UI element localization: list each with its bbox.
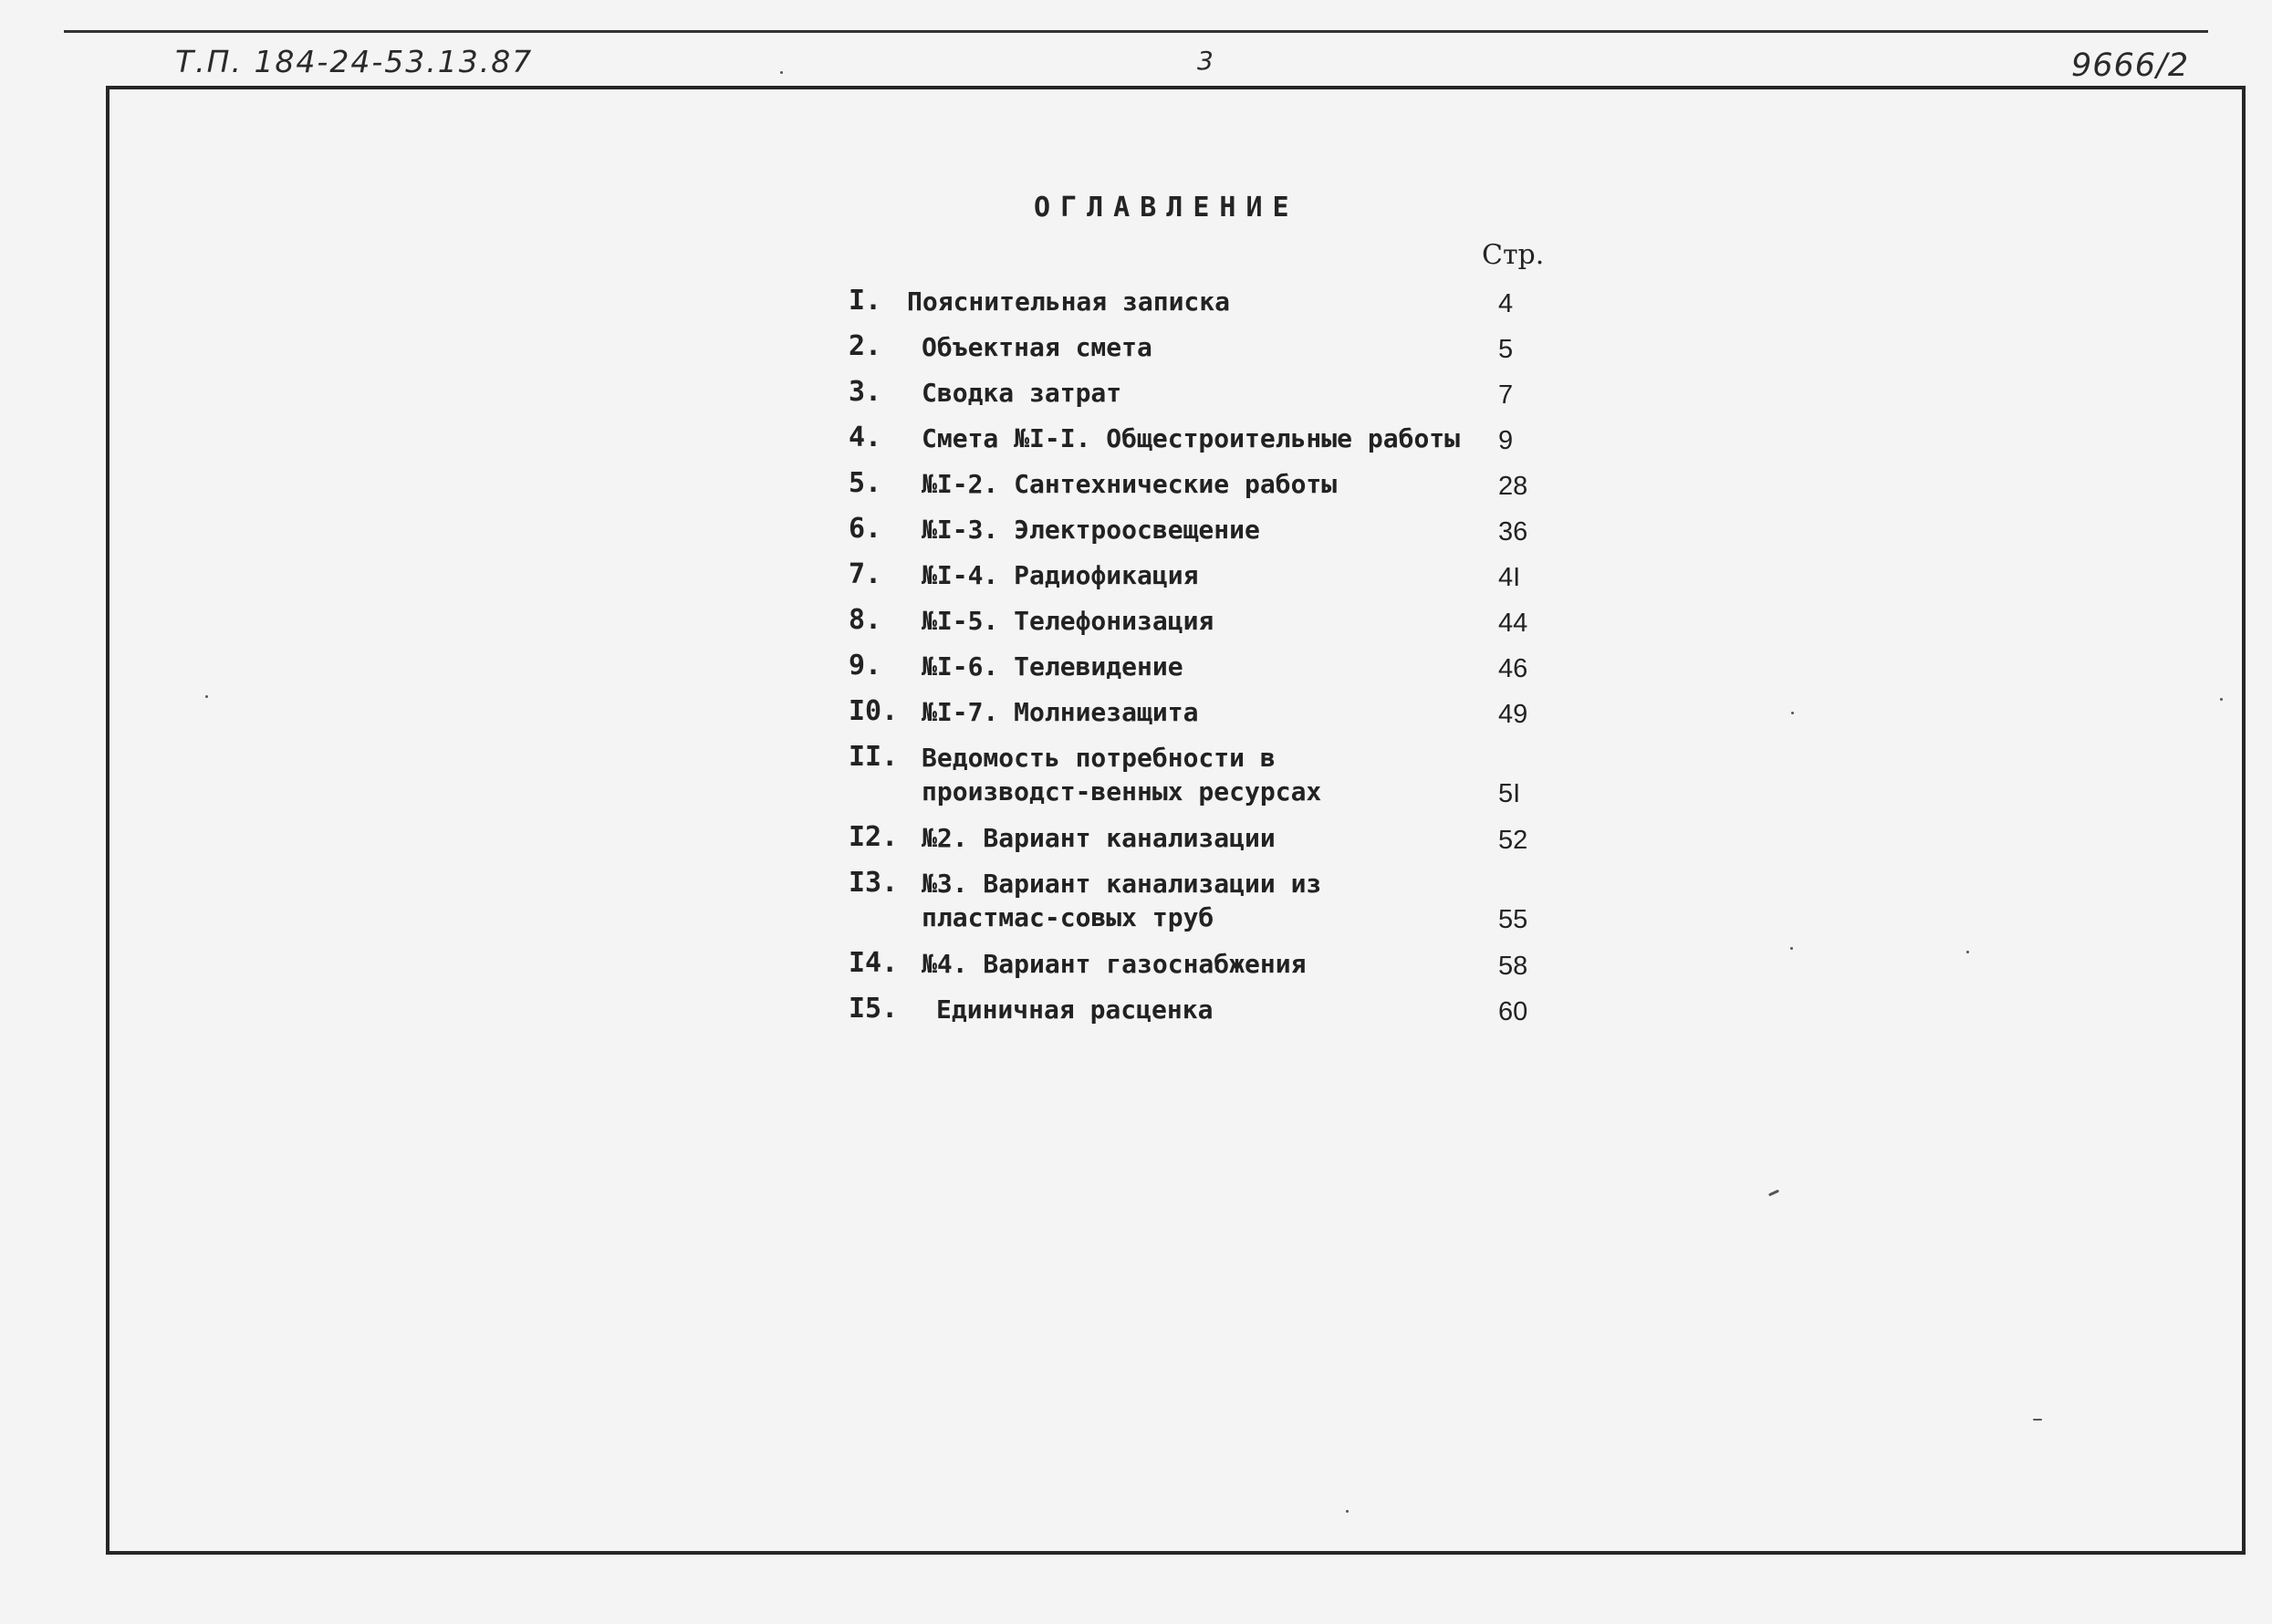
toc-item-page: 60 (1498, 997, 1528, 1026)
toc-title: ОГЛАВЛЕНИЕ (1034, 192, 1299, 224)
scan-speck (2220, 698, 2223, 701)
toc-item-title: Единичная расценка (936, 994, 1214, 1025)
toc-item-title: №I-6. Телевидение (922, 651, 1183, 682)
toc-item-number: II. (849, 741, 899, 773)
scan-speck (1966, 951, 1969, 953)
toc-item (849, 867, 1542, 940)
toc-item-title: №I-4. Радиофикация (922, 560, 1199, 590)
toc-item-page: 55 (1498, 905, 1528, 934)
toc-item-number: I3. (849, 867, 899, 899)
toc-item-number: I5. (849, 993, 899, 1025)
toc-item-page: 49 (1498, 700, 1528, 729)
toc-item-title: №I-2. Сантехнические работы (922, 469, 1338, 499)
toc-item-title: №I-5. Телефонизация (922, 606, 1214, 636)
toc-item-page: 7 (1498, 380, 1514, 410)
document-code: Т.П. 184-24-53.13.87 (175, 44, 534, 79)
scan-speck (205, 695, 208, 698)
toc-item-title: №4. Вариант газоснабжения (922, 949, 1307, 979)
scan-speck (1791, 712, 1794, 714)
toc-item-page: 9 (1498, 426, 1514, 455)
toc-item-page: 5I (1498, 779, 1521, 808)
toc-item-number: 3. (849, 376, 882, 408)
toc-item-title: Пояснительная записка (907, 286, 1231, 317)
page-column-label: Стр. (1482, 239, 1545, 271)
toc-item-number: 9. (849, 650, 882, 682)
toc-item-number: 5. (849, 467, 882, 499)
scan-speck (780, 71, 783, 74)
toc-item-number: I0. (849, 695, 899, 727)
toc-item-title: №I-7. Молниезащита (922, 697, 1199, 727)
toc-item-number: I. (849, 285, 882, 317)
toc-item-number: 7. (849, 558, 882, 590)
toc-item-page: 36 (1498, 517, 1528, 547)
toc-item-page: 46 (1498, 654, 1528, 683)
toc-item-number: 8. (849, 604, 882, 636)
toc-item-page: 28 (1498, 472, 1528, 501)
toc-item-page: 58 (1498, 952, 1528, 981)
toc-item-number: 6. (849, 513, 882, 545)
toc-item-title: Ведомость потребности в производст-венных ресурсах (922, 743, 1322, 807)
page-number: 3 (1197, 46, 1214, 76)
scan-speck (1346, 1510, 1349, 1513)
toc-item-number: I4. (849, 947, 899, 979)
scan-speck (2033, 1419, 2042, 1421)
toc-item-number: 4. (849, 422, 882, 453)
toc-item-page: 44 (1498, 609, 1528, 638)
toc-item-number: I2. (849, 821, 899, 853)
top-rule (64, 30, 2208, 33)
toc-item-page: 4 (1498, 289, 1514, 318)
toc-item-title: №2. Вариант канализации (922, 823, 1276, 853)
scan-speck (1790, 947, 1793, 950)
toc-item-page: 5 (1498, 335, 1514, 364)
toc-item-page: 52 (1498, 826, 1528, 855)
toc-item (849, 993, 1542, 1066)
inventory-number: 9666/2 (2071, 47, 2190, 84)
toc-item-title: №3. Вариант канализации из пластмас-совых труб (922, 869, 1322, 932)
toc-item-page: 4I (1498, 563, 1521, 592)
toc-item-title: №I-3. Электроосвещение (922, 515, 1260, 545)
toc-item-title: Смета №I-I. Общестроительные работы (922, 423, 1461, 453)
toc-item-number: 2. (849, 330, 882, 362)
toc-item-title: Объектная смета (922, 332, 1152, 362)
toc-item (849, 741, 1542, 814)
toc-item-title: Сводка затрат (922, 378, 1122, 408)
